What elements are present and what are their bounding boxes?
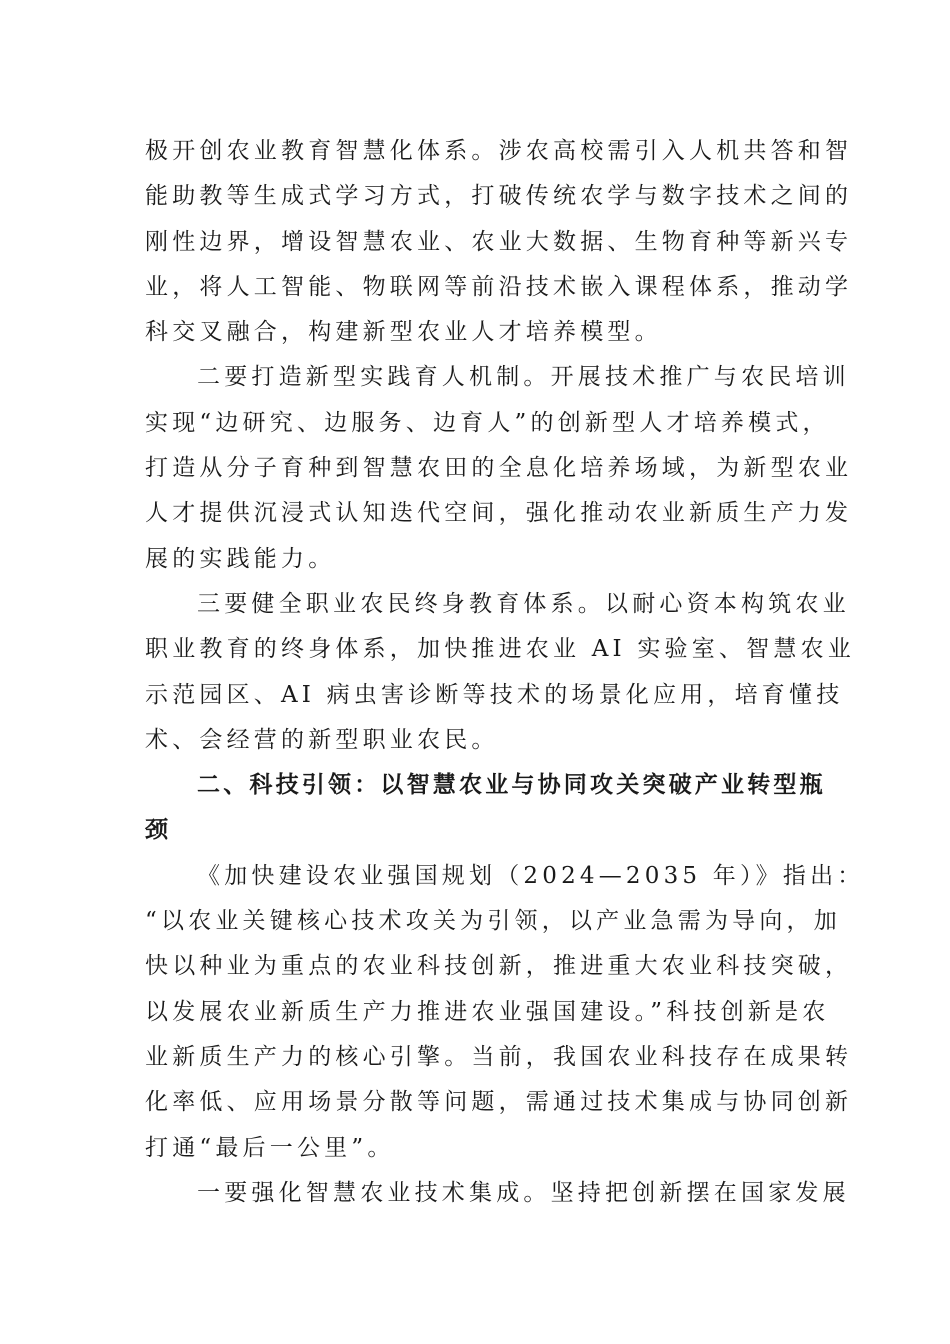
- paragraph-line: 极开创农业教育智慧化体系。涉农高校需引入人机共答和智: [145, 138, 853, 164]
- paragraph-line: 刚性边界，增设智慧农业、农业大数据、生物育种等新兴专: [145, 228, 853, 255]
- paragraph-line: 示范园区、AI 病虫害诊断等技术的场景化应用，培育懂技: [145, 681, 844, 708]
- paragraph-line: 展的实践能力。: [145, 545, 336, 572]
- document-page: [145, 129, 865, 1216]
- paragraph-line: 二要打造新型实践育人机制。开展技术推广与农民培训: [197, 364, 850, 391]
- paragraph-line: 打通“最后一公里”。: [145, 1134, 395, 1161]
- paragraph-line: 科交叉融合，构建新型农业人才培养模型。: [145, 319, 662, 346]
- paragraph-line: 职业教育的终身体系，加快推进农业 AI 实验室、智慧农业: [145, 636, 855, 663]
- paragraph-line: 人才提供沉浸式认知迭代空间，强化推动农业新质生产力发: [145, 500, 853, 527]
- paragraph-line: 实现“边研究、边服务、边育人”的创新型人才培养模式，: [145, 409, 830, 436]
- paragraph-line: 《加快建设农业强国规划（2024—2035 年）》指出：: [197, 862, 865, 889]
- paragraph-line: 化率低、应用场景分散等问题，需通过技术集成与协同创新: [145, 1089, 853, 1116]
- paragraph-line: 业，将人工智能、物联网等前沿技术嵌入课程体系，推动学: [145, 273, 853, 300]
- paragraph-line: 打造从分子育种到智慧农田的全息化培养场域，为新型农业: [145, 455, 853, 482]
- section-heading: 二、科技引领：以智慧农业与协同攻关突破产业转型瓶: [197, 772, 826, 799]
- paragraph-line: 术、会经营的新型职业农民。: [145, 726, 499, 753]
- section-heading: 颈: [145, 817, 172, 844]
- paragraph-line: 快以种业为重点的农业科技创新，推进重大农业科技突破，: [145, 953, 853, 980]
- paragraph-line: 一要强化智慧农业技术集成。坚持把创新摆在国家发展: [197, 1179, 850, 1206]
- paragraph-line: 三要健全职业农民终身教育体系。以耐心资本构筑农业: [197, 590, 850, 617]
- paragraph-line: 能助教等生成式学习方式，打破传统农学与数字技术之间的: [145, 183, 853, 210]
- paragraph-line: 以发展农业新质生产力推进农业强国建设。”科技创新是农: [145, 998, 830, 1025]
- paragraph-line: 业新质生产力的核心引擎。当前，我国农业科技存在成果转: [145, 1043, 853, 1070]
- paragraph-line: “以农业关键核心技术攻关为引领，以产业急需为导向，加: [145, 908, 841, 935]
